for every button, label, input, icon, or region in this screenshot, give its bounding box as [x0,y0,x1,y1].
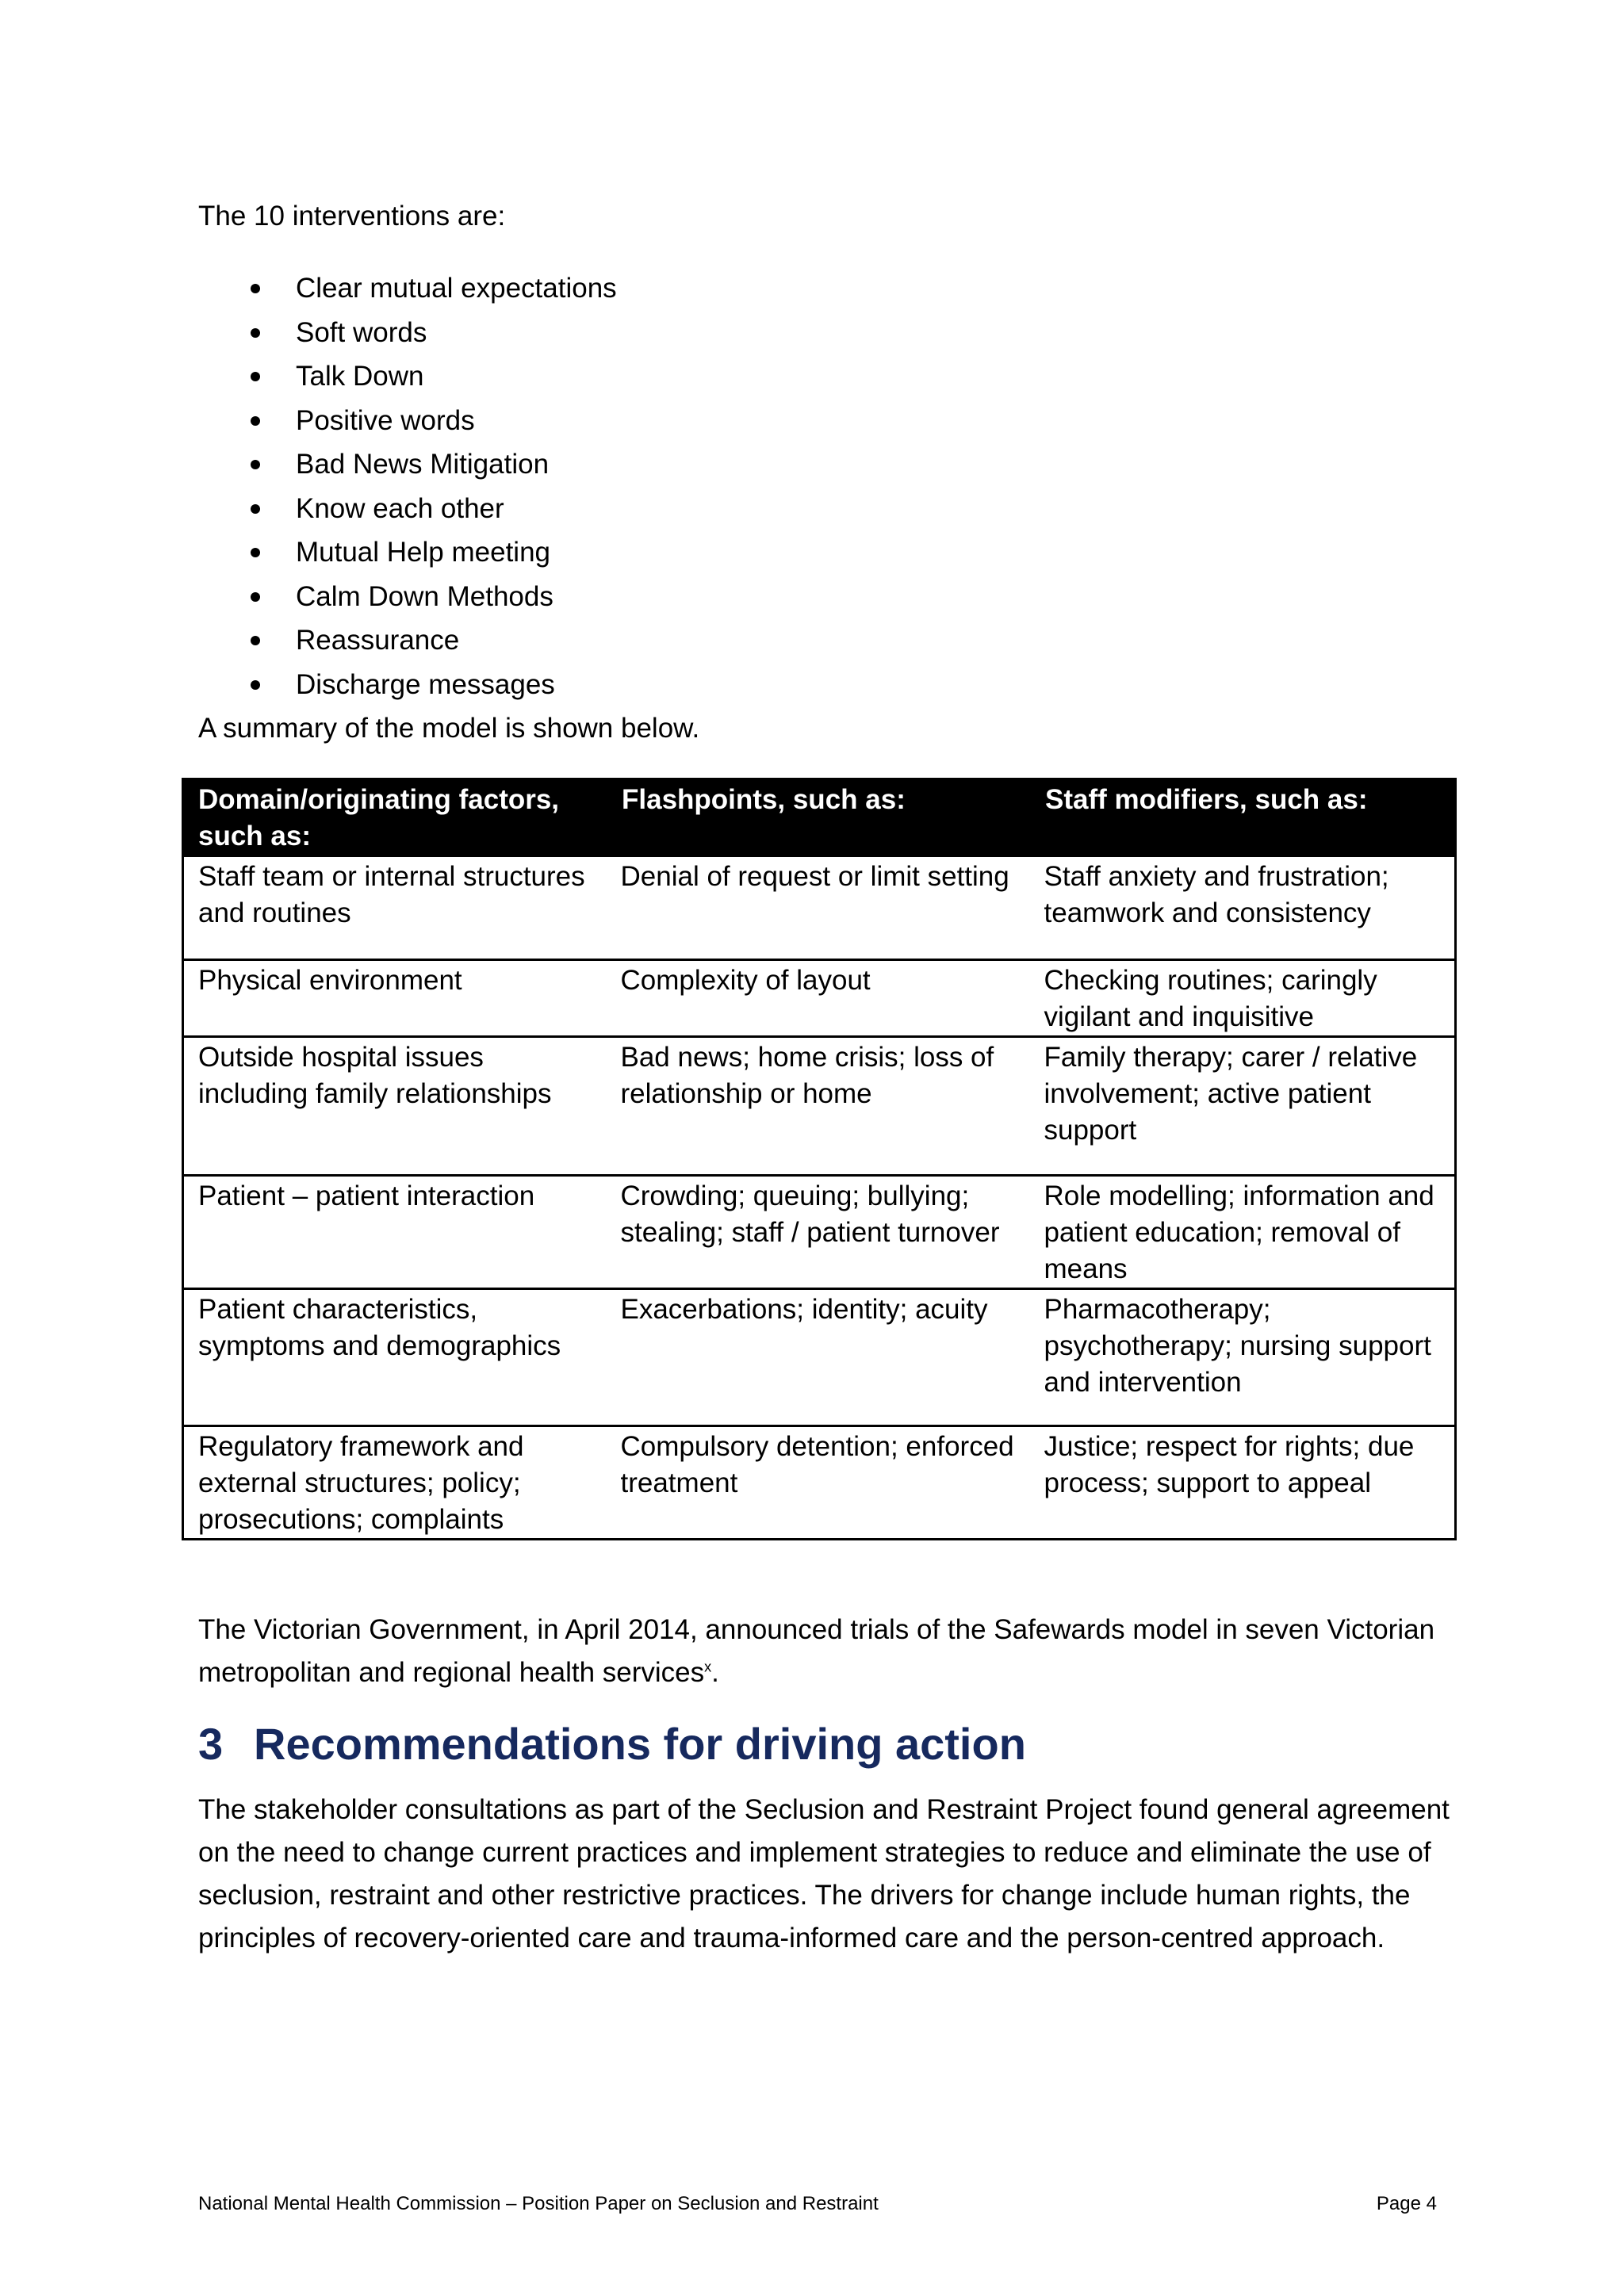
table-cell: Physical environment [183,960,607,1037]
list-item: Know each other [198,487,617,531]
table-cell: Bad news; home crisis; loss of relationship or home [607,1037,1030,1176]
section-title: Recommendations for driving action [254,1719,1026,1769]
list-item: Calm Down Methods [198,575,617,619]
victorian-government-paragraph [198,1609,1467,1694]
table-cell: Crowding; queuing; bullying; stealing; staff / patient turnover [607,1176,1030,1289]
table-row [183,1426,1456,1540]
table-cell: Patient characteristics, symptoms and demographics [183,1289,607,1426]
table-cell: Patient – patient interaction [183,1176,607,1289]
table-row [183,1176,1456,1289]
table-cell: Regulatory framework and external structures; policy; prosecutions; complaints [183,1426,607,1540]
table-header-row [183,779,1456,856]
footnote-reference: x [704,1659,712,1675]
table-cell: Denial of request or limit setting [607,856,1030,960]
summary-sentence: A summary of the model is shown below. [198,713,700,744]
section-paragraph: The stakeholder consultations as part of the Seclusion and Restraint Project found general agreement on the need to change current practices and implement strategies to reduce and eliminate the use of seclusion, restraint and other restrictive practices. The drivers for change include human rights, the principles of recovery-oriented care and trauma-informed care and the person-centred approach. [198,1794,1450,1954]
list-item: Clear mutual expectations [198,266,617,311]
column-header-domain: Domain/originating factors, such as: [183,779,607,856]
table-cell: Complexity of layout [607,960,1030,1037]
paragraph-text: The Victorian Government, in April 2014, announced trials of the Safewards model in seven Victorian metropolitan and regional health services [198,1614,1435,1688]
list-item: Soft words [198,311,617,355]
table-cell: Family therapy; carer / relative involvement; active patient support [1030,1037,1456,1176]
list-item: Bad News Mitigation [198,442,617,487]
table-row [183,1289,1456,1426]
list-item: Reassurance [198,618,617,663]
footer-page-number: Page 4 [1376,2193,1437,2214]
column-header-staff-modifiers: Staff modifiers, such as: [1030,779,1456,856]
table-row [183,960,1456,1037]
section-heading [198,1712,1026,1776]
table-row [183,856,1456,960]
list-item: Talk Down [198,354,617,399]
table-cell: Checking routines; caringly vigilant and inquisitive [1030,960,1456,1037]
table-cell: Staff team or internal structures and routines [183,856,607,960]
table-cell: Staff anxiety and frustration; teamwork and consistency [1030,856,1456,960]
section-number: 3 [198,1719,224,1769]
table-cell: Pharmacotherapy; psychotherapy; nursing support and intervention [1030,1289,1456,1426]
list-item: Mutual Help meeting [198,530,617,575]
list-item: Positive words [198,399,617,443]
table-row [183,1037,1456,1176]
table-cell: Exacerbations; identity; acuity [607,1289,1030,1426]
safewards-model-table [182,778,1457,1540]
table-cell: Compulsory detention; enforced treatment [607,1426,1030,1540]
paragraph-end: . [711,1657,719,1688]
column-header-flashpoints: Flashpoints, such as: [607,779,1030,856]
table-cell: Role modelling; information and patient education; removal of means [1030,1176,1456,1289]
footer-title: National Mental Health Commission – Position Paper on Seclusion and Restraint [198,2193,879,2214]
table-cell: Justice; respect for rights; due process; support to appeal [1030,1426,1456,1540]
interventions-intro: The 10 interventions are: [198,201,506,232]
table-cell: Outside hospital issues including family relationships [183,1037,607,1176]
list-item: Discharge messages [198,663,617,707]
interventions-list [198,266,617,706]
